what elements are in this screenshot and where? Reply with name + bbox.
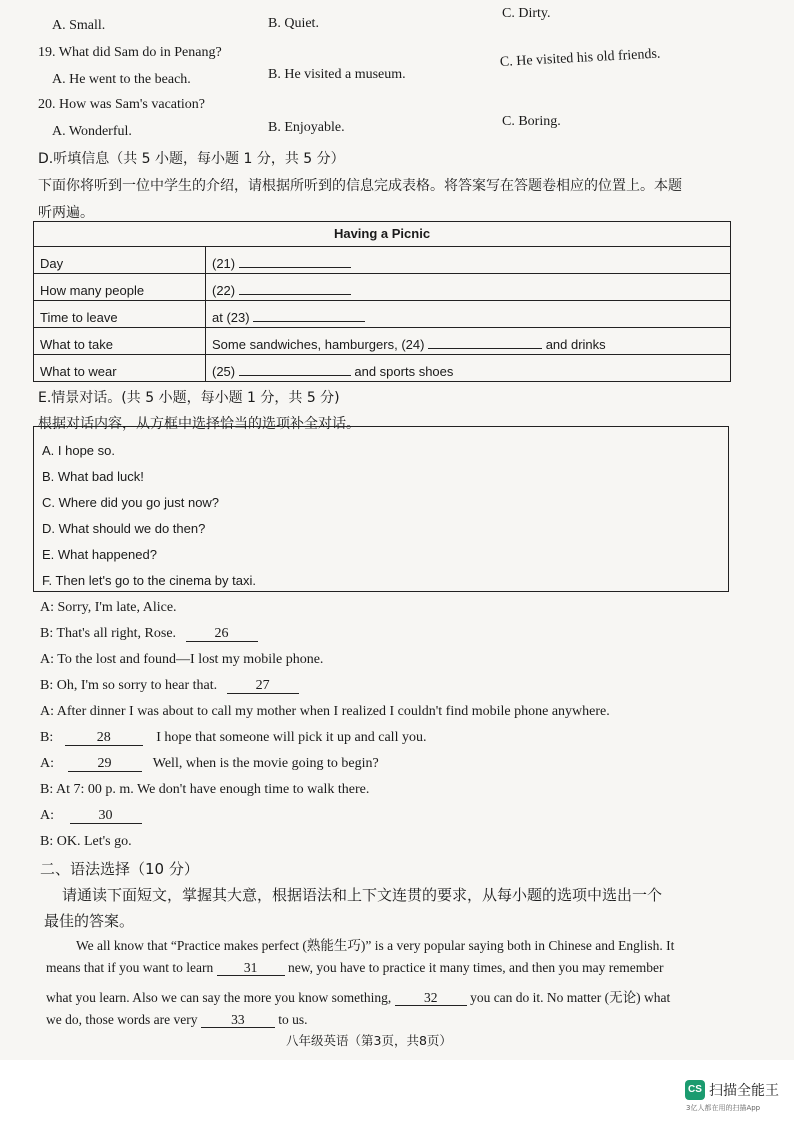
row-prefix: (21) [212, 256, 236, 271]
passage-line-2 [46, 960, 663, 976]
options-box [33, 426, 729, 592]
section-d-instruction: 下面你将听到一位中学生的介绍，请根据所听到的信息完成表格。将答案写在答题卷相应的位置上。本题 [38, 178, 682, 194]
table-row [34, 355, 731, 382]
option-e: E. What happened? [42, 547, 157, 562]
answer-blank-23[interactable] [253, 321, 365, 322]
speaker: A: [40, 756, 54, 771]
line-text: OK. Let's go. [56, 834, 132, 849]
line-text: That's all right, Rose. [56, 626, 177, 641]
row-label: How many people [34, 274, 206, 301]
table-row [34, 328, 731, 355]
answer-blank-32[interactable]: 32 [395, 991, 467, 1006]
dialogue-line [40, 652, 323, 668]
speaker: A: [40, 600, 54, 615]
line-text: At 7: 00 p. m. We don't have enough time to walk there. [55, 782, 370, 797]
q18-option-a: A. Small. [52, 18, 106, 33]
dialogue-line [40, 678, 299, 694]
row-label: Time to leave [34, 301, 206, 328]
part2-instruction: 请通读下面短文，掌握其大意，根据语法和上下文连贯的要求，从每小题的选项中选出一个 [62, 886, 663, 904]
answer-blank-21[interactable] [239, 267, 351, 268]
passage-text: you can do it. No matter (无论) what [470, 990, 671, 1005]
line-text: Oh, I'm so sorry to hear that. [56, 678, 218, 693]
q20-option-c: C. Boring. [502, 114, 561, 129]
q18-option-b: B. Quiet. [268, 16, 319, 31]
speaker: A: [40, 652, 54, 667]
q20-option-a: A. Wonderful. [52, 124, 132, 139]
dialogue-line [40, 782, 369, 798]
q19-question: 19. What did Sam do in Penang? [38, 45, 222, 60]
speaker: A: [40, 704, 54, 719]
row-prefix: (22) [212, 283, 236, 298]
speaker: B: [40, 678, 54, 693]
section-d-heading: D.听填信息（共 5 小题，每小题 1 分，共 5 分） [38, 151, 345, 167]
passage-text: to us. [278, 1012, 308, 1027]
passage-text: new, you have to practice it many times, and then you may remember [287, 960, 664, 975]
speaker: B: [40, 834, 54, 849]
passage-text: what you learn. Also we can say the more you know something, [46, 990, 392, 1005]
dialogue-line [40, 730, 426, 746]
answer-blank-28[interactable]: 28 [65, 731, 143, 746]
q20-question: 20. How was Sam's vacation? [38, 97, 205, 112]
picnic-table [33, 221, 731, 382]
dialogue-line [40, 808, 142, 824]
answer-blank-25[interactable] [239, 375, 351, 376]
q19-option-a: A. He went to the beach. [52, 72, 191, 87]
line-text: I hope that someone will pick it up and call you. [156, 730, 427, 745]
answer-blank-29[interactable]: 29 [68, 757, 142, 772]
passage-line-3 [46, 986, 670, 1006]
answer-blank-24[interactable] [428, 348, 542, 349]
option-f: F. Then let's go to the cinema by taxi. [42, 573, 256, 588]
row-label: Day [34, 247, 206, 274]
part2-heading: 二、语法选择（10 分） [40, 860, 199, 878]
camscanner-logo-icon: CS [685, 1080, 705, 1100]
speaker: A: [40, 808, 54, 823]
option-d: D. What should we do then? [42, 521, 206, 536]
answer-blank-33[interactable]: 33 [201, 1013, 275, 1028]
passage-text: we do, those words are very [46, 1012, 198, 1027]
q19-option-b: B. He visited a museum. [268, 67, 406, 82]
part2-instruction-2: 最佳的答案。 [44, 912, 135, 930]
row-suffix: and drinks [545, 337, 606, 352]
line-text: Well, when is the movie going to begin? [152, 756, 379, 771]
dialogue-line [40, 600, 177, 616]
passage-line-1: We all know that “Practice makes perfect (熟能生巧)” is a very popular saying both in Chinese and English. It [76, 938, 675, 953]
line-text: After dinner I was about to call my mother when I realized I couldn't find mobile phone anywhere. [56, 704, 610, 719]
section-e-instruction: 根据对话内容，从方框中选择恰当的选项补全对话。 [38, 416, 360, 432]
answer-blank-26[interactable]: 26 [186, 627, 258, 642]
watermark-name: 扫描全能王 [709, 1083, 779, 1099]
row-label: What to wear [34, 355, 206, 382]
answer-blank-22[interactable] [239, 294, 351, 295]
q18-option-c: C. Dirty. [502, 6, 551, 21]
section-d-instruction-2: 听两遍。 [38, 205, 94, 221]
speaker: B: [40, 730, 54, 745]
row-prefix: Some sandwiches, hamburgers, (24) [212, 337, 425, 352]
table-row [34, 301, 731, 328]
line-text: Sorry, I'm late, Alice. [57, 600, 177, 615]
dialogue-line [40, 626, 258, 642]
watermark-tagline: 3亿人都在用的扫描App [686, 1104, 761, 1112]
scanner-watermark-area [0, 1060, 794, 1124]
option-a: A. I hope so. [42, 443, 115, 458]
table-row [34, 274, 731, 301]
dialogue-line [40, 756, 379, 772]
row-prefix: (25) [212, 364, 236, 379]
table-title: Having a Picnic [34, 222, 731, 247]
line-text: To the lost and found—I lost my mobile phone. [57, 652, 324, 667]
row-label: What to take [34, 328, 206, 355]
passage-text: means that if you want to learn [46, 960, 214, 975]
q20-option-b: B. Enjoyable. [268, 120, 345, 135]
table-row [34, 247, 731, 274]
row-prefix: at (23) [212, 310, 250, 325]
option-c: C. Where did you go just now? [42, 495, 220, 510]
section-e-heading: E.情景对话。(共 5 小题，每小题 1 分，共 5 分) [38, 390, 340, 406]
answer-blank-27[interactable]: 27 [227, 679, 299, 694]
speaker: B: [40, 626, 54, 641]
answer-blank-31[interactable]: 31 [217, 961, 285, 976]
dialogue-line [40, 834, 132, 850]
page-footer: 八年级英语（第3页，共8页） [286, 1033, 452, 1048]
row-suffix: and sports shoes [354, 364, 454, 379]
dialogue-line [40, 704, 610, 720]
speaker: B: [40, 782, 54, 797]
option-b: B. What bad luck! [42, 469, 144, 484]
q19-option-c: C. He visited his old friends. [499, 46, 661, 70]
answer-blank-30[interactable]: 30 [70, 809, 142, 824]
passage-line-4 [46, 1012, 307, 1028]
